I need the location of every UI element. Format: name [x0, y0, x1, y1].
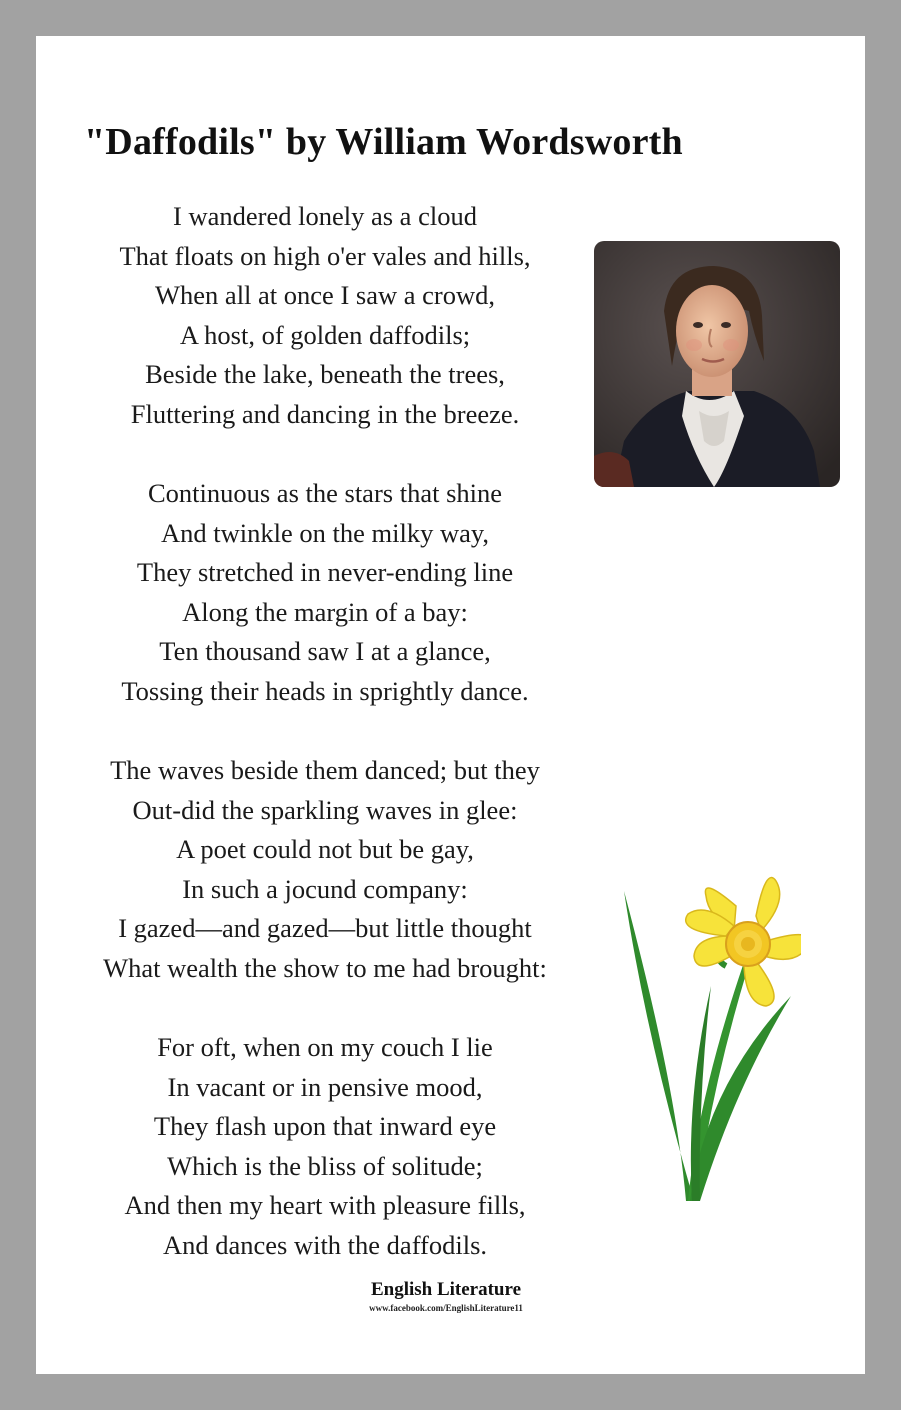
poem-line: When all at once I saw a crowd,	[155, 280, 495, 311]
poet-portrait	[594, 241, 840, 487]
poem-line: I wandered lonely as a cloud	[173, 201, 477, 231]
poem-line: Out-did the sparkling waves in glee:	[132, 794, 518, 825]
poem-line: Along the margin of a bay:	[182, 596, 468, 627]
poem-line: They stretched in never-ending line	[136, 557, 514, 588]
poem-line: And dances with the daffodils.	[162, 1229, 488, 1260]
poem-line: A host, of golden daffodils;	[179, 319, 471, 350]
stanza-1	[36, 197, 614, 435]
credit-block	[366, 1278, 526, 1314]
poem-line: For oft, when on my couch I lie	[157, 1032, 493, 1062]
poem-line: Ten thousand saw I at a glance,	[159, 636, 491, 667]
poem-line: Beside the lake, beneath the trees,	[145, 359, 505, 390]
poem-line: They flash upon that inward eye	[153, 1111, 497, 1142]
poem-line: Fluttering and dancing in the breeze.	[130, 398, 520, 429]
poem-title: "Daffodils" by William Wordsworth	[84, 121, 683, 163]
credit-name: English Literature	[370, 1279, 522, 1300]
poem-line: And then my heart with pleasure fills,	[124, 1190, 526, 1221]
poem-line: A poet could not but be gay,	[176, 834, 474, 865]
poem-line: What wealth the show to me had brought:	[103, 952, 547, 983]
poem-line: That floats on high o'er vales and hills,	[119, 240, 531, 271]
credit-url: www.facebook.com/EnglishLiterature11	[369, 1303, 523, 1313]
portrait-image	[594, 241, 840, 487]
stanza-3	[36, 751, 614, 989]
poem-line: Tossing their heads in sprightly dance.	[121, 675, 529, 706]
poem-line: And twinkle on the milky way,	[160, 517, 489, 548]
poem-line: In vacant or in pensive mood,	[167, 1071, 483, 1102]
poem-line: Which is the bliss of solitude;	[167, 1150, 483, 1181]
poem-line: In such a jocund company:	[182, 873, 468, 904]
poem-line: Continuous as the stars that shine	[147, 478, 503, 508]
daffodil-illustration	[616, 836, 801, 1206]
stanza-4	[36, 1028, 614, 1266]
poem-line: The waves beside them danced; but they	[110, 755, 540, 785]
poster-page	[36, 36, 865, 1374]
poem-line: I gazed—and gazed—but little thought	[118, 913, 532, 944]
stanza-2	[36, 474, 614, 712]
